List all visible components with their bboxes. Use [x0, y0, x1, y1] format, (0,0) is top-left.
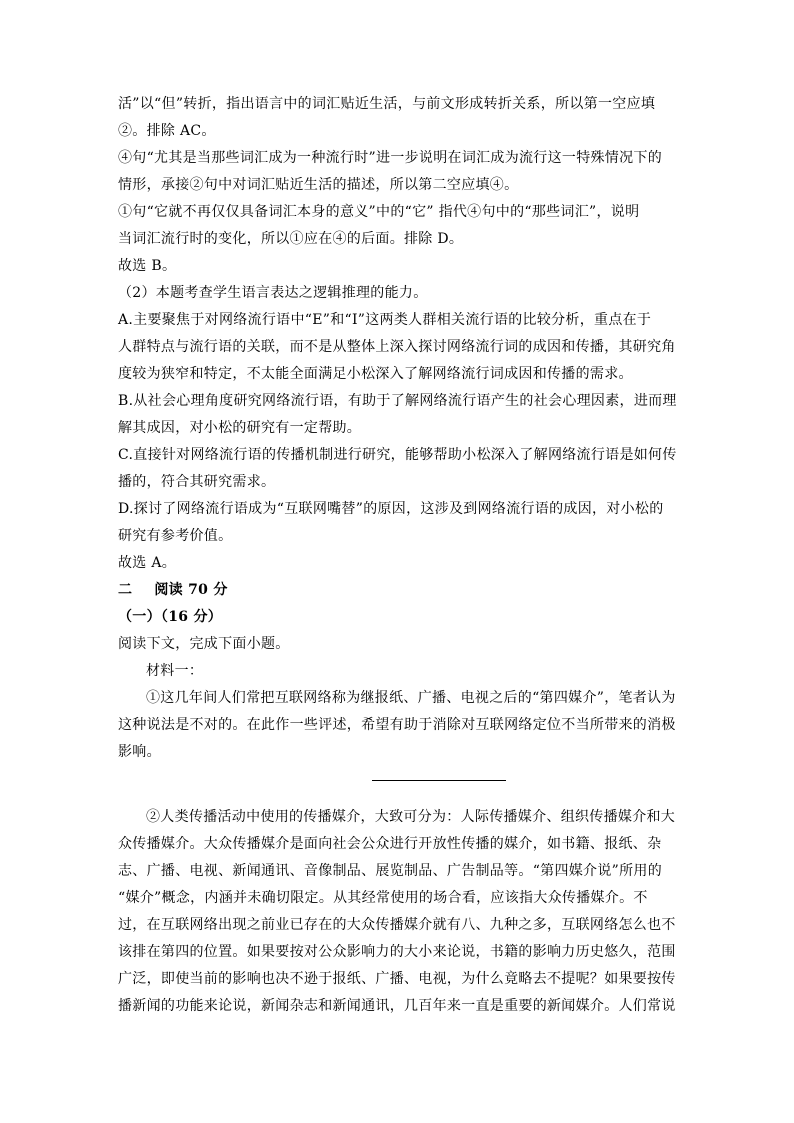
option-c-line: C.直接针对网络流行语的传播机制进行研究，能够帮助小松深入了解网络流行语是如何传 [118, 447, 677, 463]
question-analysis-heading: （2）本题考查学生语言表达之逻辑推理的能力。 [118, 285, 428, 301]
text-line: 该排在第四的位置。如果要按对公众影响力的大小来论说，书籍的影响力历史悠久，范围 [118, 944, 676, 960]
text-line: 度较为狭窄和特定，不太能全面满足小松深入了解网络流行词成因和传播的需求。 [118, 366, 633, 382]
text-line: ①这几年间人们常把互联网络称为继报纸、广播、电视之后的“第四媒介”，笔者认为 [146, 690, 676, 706]
text-line: ①句“它就不再仅仅具备词汇本身的意义”中的“它” 指代④句中的“那些词汇”，说明 [118, 204, 640, 220]
text-line: 过，在互联网络出现之前业已存在的大众传播媒介就有八、九种之多，互联网络怎么也不 [118, 917, 676, 933]
section-number: 二 [118, 582, 133, 598]
text-line: 情形，承接②句中对词汇贴近生活的描述，所以第二空应填④。 [118, 177, 519, 193]
horizontal-rule [372, 780, 506, 781]
text-line: ④句“尤其是当那些词汇成为一种流行时”进一步说明在词汇成为流行这一特殊情况下的 [118, 150, 663, 166]
text-line: 众传播媒介。大众传播媒介是面向社会公众进行开放性传播的媒介，如书籍、报纸、杂 [118, 836, 662, 852]
text-line: 影响。 [118, 744, 161, 760]
text-line: 这种说法是不对的。在此作一些评述，希望有助于消除对互联网络定位不当所带来的消极 [118, 717, 676, 733]
text-line: “媒介”概念，内涵并未确切限定。从其经常使用的场合看，应该指大众传播媒介。不 [118, 890, 648, 906]
text-line: 人群特点与流行语的关联，而不是从整体上深入探讨网络流行词的成因和传播，其研究角 [118, 339, 676, 355]
blank-line-divider [118, 766, 678, 804]
option-a-line: A.主要聚焦于对网络流行语中“E”和“I”这两类人群相关流行语的比较分析，重点在于 [118, 312, 652, 328]
text-line: 活”以“但”转折，指出语言中的词汇贴近生活，与前文形成转折关系，所以第一空应填 [118, 96, 656, 112]
section-heading [118, 577, 678, 604]
text-line: 广泛，即使当前的影响也决不逊于报纸、广播、电视，为什么竟略去不提呢？如果要按传 [118, 971, 676, 987]
text-line: 当词汇流行时的变化，所以①应在④的后面。排除 D。 [118, 231, 464, 247]
document-content [118, 91, 678, 1020]
option-d-line: D.探讨了网络流行语成为“互联网嘴替”的原因，这涉及到网络流行语的成因，对小松的 [118, 501, 664, 517]
material-paragraph-1 [118, 685, 678, 766]
text-line: ②。排除 AC。 [118, 123, 216, 139]
text-line: 志、广播、电视、新闻通讯、音像制品、展览制品、广告制品等。“第四媒介说”所用的 [118, 863, 663, 879]
text-line: ②人类传播活动中使用的传播媒介，大致可分为：人际传播媒介、组织传播媒介和大 [146, 809, 676, 825]
subsection-heading: （一）（16 分） [118, 609, 223, 625]
text-line: 研究有参考价值。 [118, 528, 233, 544]
text-line: 播的，符合其研究需求。 [118, 474, 276, 490]
answer-explanation-part1 [118, 91, 678, 280]
reading-instruction: 阅读下文，完成下面小题。 [118, 636, 290, 652]
section-title: 阅读 70 分 [154, 582, 228, 598]
material-paragraph-2 [118, 804, 678, 1020]
material-label: 材料一： [146, 663, 204, 679]
text-line: 播新闻的功能来论说，新闻杂志和新闻通讯，几百年来一直是重要的新闻媒介。人们常说 [118, 998, 676, 1014]
answer-explanation-part2 [118, 280, 678, 577]
answer-conclusion: 故选 A。 [118, 555, 177, 571]
answer-conclusion: 故选 B。 [118, 258, 177, 274]
text-line: 解其成因，对小松的研究有一定帮助。 [118, 420, 362, 436]
option-b-line: B.从社会心理角度研究网络流行语，有助于了解网络流行语产生的社会心理因素，进而理 [118, 393, 677, 409]
